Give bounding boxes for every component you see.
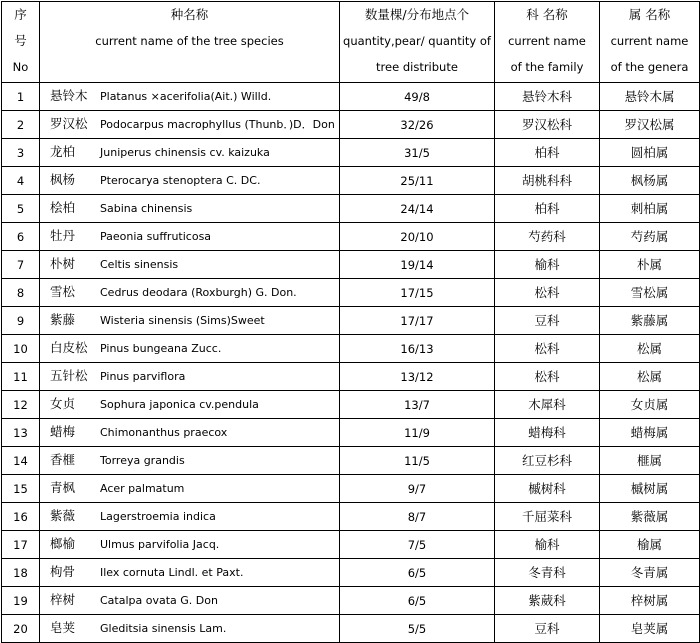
species-name-latin: Paeonia suffruticosa <box>100 230 212 243</box>
row-number: 11 <box>2 363 40 391</box>
family-name: 榆科 <box>495 251 600 279</box>
species-name-cn: 五针松 <box>50 368 88 383</box>
quantity-distribution: 25/11 <box>340 167 495 195</box>
quantity-distribution: 17/17 <box>340 307 495 335</box>
quantity-distribution: 20/10 <box>340 223 495 251</box>
table-row <box>2 139 700 167</box>
genus-name: 松属 <box>600 363 700 391</box>
header-genus-cn: 属 名称 <box>628 7 671 22</box>
family-name: 蜡梅科 <box>495 419 600 447</box>
header-name-en: current name of the tree species <box>95 34 284 48</box>
genus-name: 朴属 <box>600 251 700 279</box>
quantity-distribution: 24/14 <box>340 195 495 223</box>
species-name <box>40 167 340 195</box>
species-name-cn: 朴树 <box>50 256 76 271</box>
species-name-cn: 梓树 <box>50 592 76 607</box>
species-name-cn: 龙柏 <box>50 144 76 159</box>
family-name: 松科 <box>495 363 600 391</box>
row-number: 8 <box>2 279 40 307</box>
header-family-cn: 科 名称 <box>526 7 568 22</box>
row-number: 5 <box>2 195 40 223</box>
species-name-cn: 香榧 <box>50 452 76 467</box>
header-name-cn: 种名称 <box>170 7 209 22</box>
species-name <box>40 307 340 335</box>
header-no <box>2 2 40 83</box>
species-name <box>40 615 340 643</box>
species-name <box>40 447 340 475</box>
genus-name: 圆柏属 <box>600 139 700 167</box>
family-name: 罗汉松科 <box>495 111 600 139</box>
table-row <box>2 615 700 643</box>
header-family-en-1: current name <box>508 34 586 48</box>
genus-name: 女贞属 <box>600 391 700 419</box>
species-name-cn: 榔榆 <box>50 536 76 551</box>
row-number: 18 <box>2 559 40 587</box>
species-name <box>40 587 340 615</box>
genus-name: 蜡梅属 <box>600 419 700 447</box>
species-name-latin: Cedrus deodara (Roxburgh) G. Don. <box>100 286 297 299</box>
family-name: 芍药科 <box>495 223 600 251</box>
quantity-distribution: 16/13 <box>340 335 495 363</box>
table-row <box>2 111 700 139</box>
species-name-latin: Chimonanthus praecox <box>100 426 228 439</box>
row-number: 16 <box>2 503 40 531</box>
table-row <box>2 531 700 559</box>
header-qty-cn: 数量棵/分布地点个 <box>364 7 470 22</box>
species-name <box>40 279 340 307</box>
species-name <box>40 111 340 139</box>
species-name-cn: 皂荚 <box>50 620 76 635</box>
species-name-latin: Pinus parviflora <box>100 370 186 383</box>
species-name <box>40 531 340 559</box>
row-number: 4 <box>2 167 40 195</box>
family-name: 豆科 <box>495 615 600 643</box>
table-row <box>2 251 700 279</box>
genus-name: 刺柏属 <box>600 195 700 223</box>
species-name-latin: Ulmus parvifolia Jacq. <box>100 538 220 551</box>
species-name <box>40 419 340 447</box>
genus-name: 皂荚属 <box>600 615 700 643</box>
species-name-latin: Celtis sinensis <box>100 258 179 271</box>
family-name: 胡桃科科 <box>495 167 600 195</box>
species-name-cn: 女贞 <box>50 396 76 411</box>
header-family <box>495 2 600 83</box>
species-name-cn: 桧柏 <box>50 200 76 215</box>
header-qty-en-2: tree distribute <box>376 60 458 74</box>
genus-name: 梓树属 <box>600 587 700 615</box>
row-number: 20 <box>2 615 40 643</box>
row-number: 19 <box>2 587 40 615</box>
species-name <box>40 335 340 363</box>
genus-name: 紫薇属 <box>600 503 700 531</box>
species-name-latin: Pterocarya stenoptera C. DC. <box>100 174 261 187</box>
table-row <box>2 391 700 419</box>
row-number: 12 <box>2 391 40 419</box>
header-no-en: No <box>12 60 29 74</box>
row-number: 13 <box>2 419 40 447</box>
header-qty <box>340 2 495 83</box>
family-name: 红豆杉科 <box>495 447 600 475</box>
species-name-cn: 青枫 <box>50 480 76 495</box>
header-no-cn: 序 <box>14 7 27 22</box>
species-name-cn: 枫杨 <box>50 172 76 187</box>
table-row <box>2 223 700 251</box>
species-name <box>40 559 340 587</box>
family-name: 悬铃木科 <box>495 83 600 111</box>
family-name: 松科 <box>495 279 600 307</box>
species-name <box>40 363 340 391</box>
species-name-latin: Platanus ×acerifolia(Ait.) Willd. <box>100 90 272 103</box>
species-name-latin: Torreya grandis <box>100 454 185 467</box>
genus-name: 紫藤属 <box>600 307 700 335</box>
quantity-distribution: 49/8 <box>340 83 495 111</box>
table-row <box>2 279 700 307</box>
table-row <box>2 447 700 475</box>
quantity-distribution: 19/14 <box>340 251 495 279</box>
genus-name: 槭树属 <box>600 475 700 503</box>
quantity-distribution: 13/12 <box>340 363 495 391</box>
species-name-cn: 罗汉松 <box>50 116 88 131</box>
species-name-latin: Catalpa ovata G. Don <box>100 594 218 607</box>
table-row <box>2 559 700 587</box>
quantity-distribution: 5/5 <box>340 615 495 643</box>
family-name: 紫葳科 <box>495 587 600 615</box>
table-row <box>2 503 700 531</box>
row-number: 10 <box>2 335 40 363</box>
quantity-distribution: 11/9 <box>340 419 495 447</box>
species-name-latin: Ilex cornuta Lindl. et Paxt. <box>100 566 244 579</box>
quantity-distribution: 8/7 <box>340 503 495 531</box>
table-row <box>2 475 700 503</box>
row-number: 1 <box>2 83 40 111</box>
row-number: 14 <box>2 447 40 475</box>
family-name: 榆科 <box>495 531 600 559</box>
table-row <box>2 83 700 111</box>
table-row <box>2 587 700 615</box>
species-name-cn: 雪松 <box>50 284 76 299</box>
table-row <box>2 307 700 335</box>
tree-species-table <box>1 1 700 643</box>
row-number: 17 <box>2 531 40 559</box>
family-name: 豆科 <box>495 307 600 335</box>
species-name-latin: Sophura japonica cv.pendula <box>100 398 259 411</box>
genus-name: 榧属 <box>600 447 700 475</box>
species-name-latin: Pinus bungeana Zucc. <box>100 342 222 355</box>
species-name-latin: Acer palmatum <box>100 482 185 495</box>
header-qty-en-1: quantity,pear/ quantity of <box>343 34 491 48</box>
header-genus-en-2: of the genera <box>610 60 689 74</box>
quantity-distribution: 13/7 <box>340 391 495 419</box>
row-number: 3 <box>2 139 40 167</box>
quantity-distribution: 6/5 <box>340 559 495 587</box>
genus-name: 悬铃木属 <box>600 83 700 111</box>
header-family-en-2: of the family <box>510 60 584 74</box>
family-name: 槭树科 <box>495 475 600 503</box>
quantity-distribution: 6/5 <box>340 587 495 615</box>
species-name-latin: Lagerstroemia indica <box>100 510 216 523</box>
family-name: 冬青科 <box>495 559 600 587</box>
header-no-cn-2: 号 <box>14 33 27 48</box>
genus-name: 雪松属 <box>600 279 700 307</box>
species-name <box>40 503 340 531</box>
header-genus <box>600 2 700 83</box>
species-name-cn: 紫薇 <box>50 508 76 523</box>
species-name-cn: 白皮松 <box>50 340 88 355</box>
table-row <box>2 335 700 363</box>
species-name-cn: 悬铃木 <box>50 88 88 103</box>
table-row <box>2 419 700 447</box>
family-name: 柏科 <box>495 195 600 223</box>
quantity-distribution: 11/5 <box>340 447 495 475</box>
header-genus-en-1: current name <box>610 34 689 48</box>
table-row <box>2 195 700 223</box>
genus-name: 松属 <box>600 335 700 363</box>
genus-name: 枫杨属 <box>600 167 700 195</box>
species-name-latin: Podocarpus macrophyllus (Thunb．)D．Don <box>100 118 335 131</box>
quantity-distribution: 9/7 <box>340 475 495 503</box>
species-name <box>40 251 340 279</box>
row-number: 15 <box>2 475 40 503</box>
genus-name: 芍药属 <box>600 223 700 251</box>
family-name: 木犀科 <box>495 391 600 419</box>
row-number: 6 <box>2 223 40 251</box>
quantity-distribution: 31/5 <box>340 139 495 167</box>
species-name-cn: 牡丹 <box>50 228 76 243</box>
row-number: 2 <box>2 111 40 139</box>
species-name-latin: Wisteria sinensis (Sims)Sweet <box>100 314 265 327</box>
species-name <box>40 195 340 223</box>
species-name-cn: 蜡梅 <box>50 424 76 439</box>
header-row <box>2 2 700 83</box>
species-name-cn: 枸骨 <box>50 564 76 579</box>
family-name: 松科 <box>495 335 600 363</box>
species-name <box>40 83 340 111</box>
species-name <box>40 139 340 167</box>
species-name-latin: Gleditsia sinensis Lam. <box>100 622 227 635</box>
row-number: 9 <box>2 307 40 335</box>
quantity-distribution: 17/15 <box>340 279 495 307</box>
species-name <box>40 223 340 251</box>
species-name <box>40 475 340 503</box>
table-row <box>2 167 700 195</box>
header-name <box>40 2 340 83</box>
table-row <box>2 363 700 391</box>
species-name-cn: 紫藤 <box>50 312 76 327</box>
genus-name: 榆属 <box>600 531 700 559</box>
quantity-distribution: 7/5 <box>340 531 495 559</box>
row-number: 7 <box>2 251 40 279</box>
genus-name: 罗汉松属 <box>600 111 700 139</box>
species-name-latin: Juniperus chinensis cv. kaizuka <box>100 146 270 159</box>
species-name <box>40 391 340 419</box>
quantity-distribution: 32/26 <box>340 111 495 139</box>
species-name-latin: Sabina chinensis <box>100 202 193 215</box>
family-name: 千屈菜科 <box>495 503 600 531</box>
genus-name: 冬青属 <box>600 559 700 587</box>
family-name: 柏科 <box>495 139 600 167</box>
